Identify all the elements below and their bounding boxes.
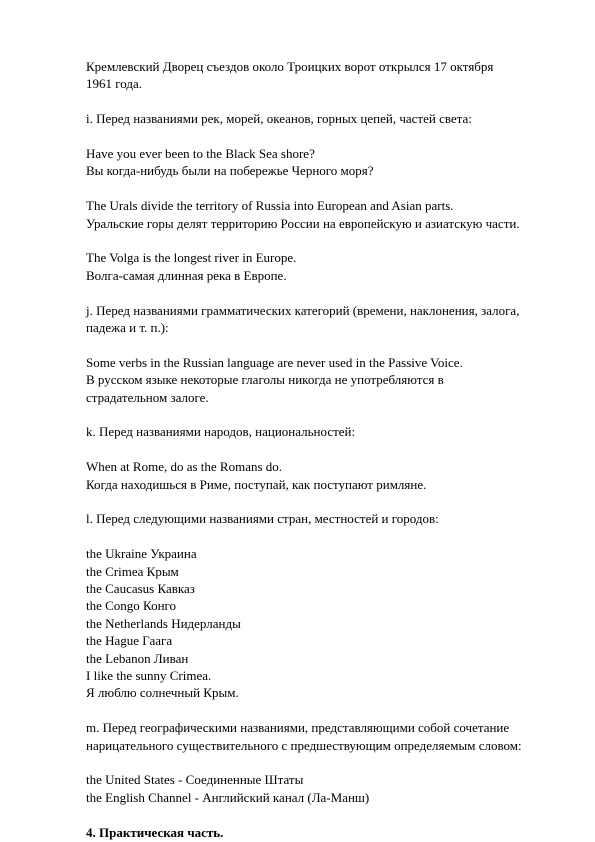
example-ru: страдательном залоге. [86, 389, 209, 405]
document-page [86, 58, 556, 841]
list-item: the Netherlands Нидерланды [86, 615, 241, 631]
section-j-example [86, 354, 556, 406]
example-ru: Вы когда-нибудь были на побережье Черного моря? [86, 163, 374, 179]
list-item: the Crimea Крым [86, 563, 179, 579]
list-item: the Lebanon Ливан [86, 650, 189, 666]
section-l-list [86, 545, 556, 702]
list-item: the Hague Гаага [86, 633, 173, 649]
section-k-example [86, 458, 556, 493]
list-item: the United States - Соединенные Штаты [86, 772, 304, 788]
example-en: When at Rome, do as the Romans do. [86, 459, 283, 475]
example-ru: Уральские горы делят территорию России на европейскую и азиатскую части. [86, 215, 520, 231]
list-item: the Ukraine Украина [86, 546, 197, 562]
intro-line: Кремлевский Дворец съездов около Троицких ворот открылся 17 октября [86, 59, 494, 74]
example-ru: Когда находишься в Риме, поступай, как поступают римляне. [86, 476, 427, 492]
section-i-example [86, 249, 556, 284]
section-m-title: m. Перед географическими названиями, представляющими собой сочетание нарицательного существительного с предшествующим определяемым словом: [86, 720, 522, 753]
list-item: the Congo Конго [86, 598, 177, 614]
section-i-example [86, 145, 556, 180]
section-m-list [86, 771, 556, 806]
list-item: Я люблю солнечный Крым. [86, 685, 239, 701]
example-ru: Волга-самая длинная река в Европе. [86, 267, 287, 283]
example-en: Some verbs in the Russian language are never used in the Passive Voice. [86, 354, 463, 370]
section-i-title: i. Перед названиями рек, морей, океанов, горных цепей, частей света: [86, 111, 472, 127]
intro-paragraph [86, 58, 556, 93]
list-item: I like the sunny Crimea. [86, 668, 212, 684]
section-4-heading: 4. Практическая часть. [86, 824, 224, 840]
intro-line: 1961 года. [86, 76, 143, 92]
section-j-title: j. Перед названиями грамматических категорий (времени, наклонения, залога, падежа и т. п.): [86, 302, 520, 336]
section-k-title: k. Перед названиями народов, национальностей: [86, 424, 356, 440]
example-en: Have you ever been to the Black Sea shore? [86, 146, 315, 161]
example-ru: В русском языке некоторые глаголы никогда не употребляются в [86, 372, 444, 388]
example-en: The Urals divide the territory of Russia into European and Asian parts. [86, 198, 454, 214]
section-i-example [86, 197, 556, 232]
list-item: the English Channel - Английский канал (Ла-Манш) [86, 789, 370, 805]
list-item: the Caucasus Кавказ [86, 581, 195, 597]
example-en: The Volga is the longest river in Europe. [86, 250, 297, 266]
section-l-title: l. Перед следующими названиями стран, местностей и городов: [86, 511, 439, 527]
